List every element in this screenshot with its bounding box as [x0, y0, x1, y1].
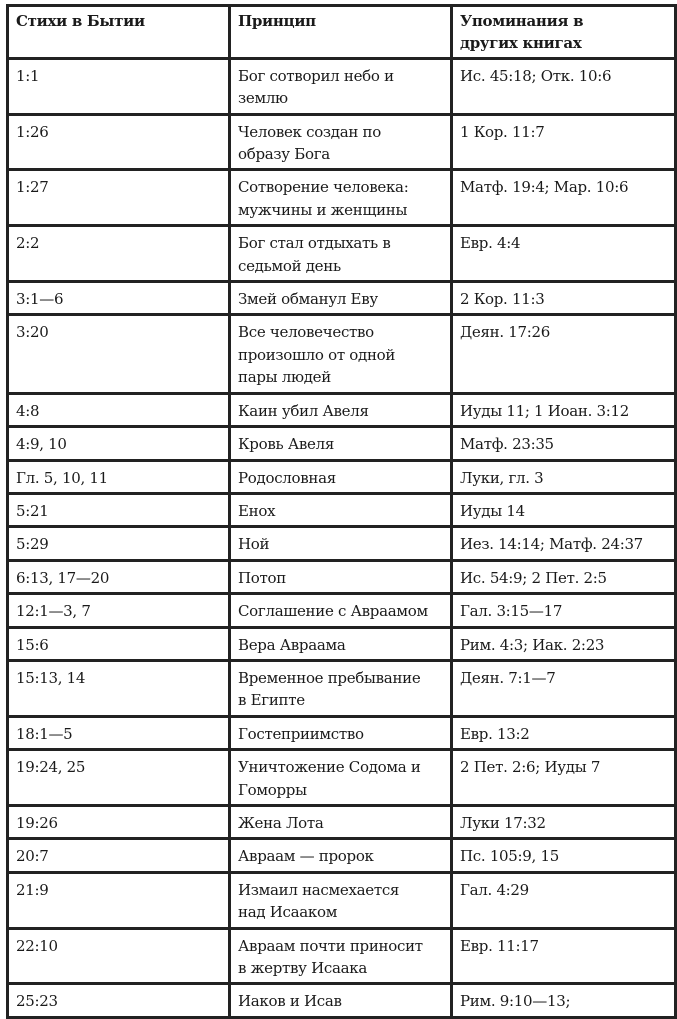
cell-verses: 21:9	[8, 872, 230, 928]
genesis-references-table	[6, 4, 677, 1019]
cell-verses: 15:13, 14	[8, 660, 230, 716]
cell-references: Пс. 105:9, 15	[452, 839, 676, 872]
cell-principle: Змей обманул Еву	[230, 282, 452, 315]
header-principle: Принцип	[230, 6, 452, 59]
table-row	[8, 315, 676, 393]
cell-references: Рим. 9:10—13;	[452, 984, 676, 1017]
cell-verses: 1:26	[8, 114, 230, 170]
table-row	[8, 527, 676, 560]
cell-principle: Кровь Авеля	[230, 427, 452, 460]
cell-verses: 15:6	[8, 627, 230, 660]
table-row	[8, 660, 676, 716]
table-row	[8, 226, 676, 282]
cell-references: Луки, гл. 3	[452, 460, 676, 493]
cell-principle: Бог сотворил небо и землю	[230, 58, 452, 114]
cell-references: Евр. 11:17	[452, 928, 676, 984]
table-row	[8, 627, 676, 660]
cell-verses: 19:24, 25	[8, 750, 230, 806]
cell-references: Матф. 23:35	[452, 427, 676, 460]
cell-verses: 12:1—3, 7	[8, 594, 230, 627]
cell-verses: 4:9, 10	[8, 427, 230, 460]
cell-principle: Все человечество произошло от одной пары людей	[230, 315, 452, 393]
cell-references: 2 Пет. 2:6; Иуды 7	[452, 750, 676, 806]
table-body	[8, 58, 676, 1017]
table-row	[8, 393, 676, 426]
cell-principle: Бог стал отдыхать в седьмой день	[230, 226, 452, 282]
cell-references: Деян. 17:26	[452, 315, 676, 393]
cell-references: Рим. 4:3; Иак. 2:23	[452, 627, 676, 660]
cell-verses: 3:1—6	[8, 282, 230, 315]
cell-principle: Вера Авраама	[230, 627, 452, 660]
table-row	[8, 114, 676, 170]
table-row	[8, 58, 676, 114]
table-row	[8, 928, 676, 984]
cell-principle: Ной	[230, 527, 452, 560]
cell-principle: Авраам почти приносит в жертву Исаака	[230, 928, 452, 984]
cell-principle: Каин убил Авеля	[230, 393, 452, 426]
table-row	[8, 872, 676, 928]
table-row	[8, 839, 676, 872]
cell-principle: Авраам — пророк	[230, 839, 452, 872]
cell-verses: 1:1	[8, 58, 230, 114]
table-row	[8, 716, 676, 749]
table-row	[8, 170, 676, 226]
cell-references: Иуды 14	[452, 493, 676, 526]
cell-principle: Жена Лота	[230, 805, 452, 838]
cell-references: Гал. 3:15—17	[452, 594, 676, 627]
cell-references: 1 Кор. 11:7	[452, 114, 676, 170]
cell-references: 2 Кор. 11:3	[452, 282, 676, 315]
cell-principle: Енох	[230, 493, 452, 526]
table-row	[8, 460, 676, 493]
cell-verses: 22:10	[8, 928, 230, 984]
table-row	[8, 560, 676, 593]
cell-references: Матф. 19:4; Мар. 10:6	[452, 170, 676, 226]
cell-principle: Соглашение с Авраамом	[230, 594, 452, 627]
cell-verses: 4:8	[8, 393, 230, 426]
header-references: Упоминания в других книгах	[452, 6, 676, 59]
cell-verses: 6:13, 17—20	[8, 560, 230, 593]
cell-references: Гал. 4:29	[452, 872, 676, 928]
cell-principle: Измаил насмехается над Исааком	[230, 872, 452, 928]
cell-principle: Временное пребывание в Египте	[230, 660, 452, 716]
cell-verses: 18:1—5	[8, 716, 230, 749]
cell-references: Луки 17:32	[452, 805, 676, 838]
cell-references: Ис. 45:18; Отк. 10:6	[452, 58, 676, 114]
table-row	[8, 984, 676, 1017]
cell-verses: 1:27	[8, 170, 230, 226]
cell-verses: 19:26	[8, 805, 230, 838]
cell-references: Ис. 54:9; 2 Пет. 2:5	[452, 560, 676, 593]
cell-verses: Гл. 5, 10, 11	[8, 460, 230, 493]
header-row	[8, 6, 676, 59]
cell-verses: 5:21	[8, 493, 230, 526]
cell-principle: Гостеприимство	[230, 716, 452, 749]
cell-verses: 5:29	[8, 527, 230, 560]
cell-references: Иез. 14:14; Матф. 24:37	[452, 527, 676, 560]
cell-references: Иуды 11; 1 Иоан. 3:12	[452, 393, 676, 426]
cell-verses: 25:23	[8, 984, 230, 1017]
cell-references: Евр. 13:2	[452, 716, 676, 749]
table-row	[8, 805, 676, 838]
cell-principle: Потоп	[230, 560, 452, 593]
table-row	[8, 282, 676, 315]
table-row	[8, 594, 676, 627]
cell-references: Евр. 4:4	[452, 226, 676, 282]
cell-references: Деян. 7:1—7	[452, 660, 676, 716]
cell-principle: Человек создан по образу Бога	[230, 114, 452, 170]
cell-principle: Сотворение человека: мужчины и женщины	[230, 170, 452, 226]
table-row	[8, 750, 676, 806]
cell-verses: 2:2	[8, 226, 230, 282]
table-row	[8, 493, 676, 526]
cell-principle: Родословная	[230, 460, 452, 493]
cell-verses: 3:20	[8, 315, 230, 393]
cell-principle: Уничтожение Содома и Гоморры	[230, 750, 452, 806]
cell-principle: Иаков и Исав	[230, 984, 452, 1017]
cell-verses: 20:7	[8, 839, 230, 872]
table-row	[8, 427, 676, 460]
header-verses: Стихи в Бытии	[8, 6, 230, 59]
